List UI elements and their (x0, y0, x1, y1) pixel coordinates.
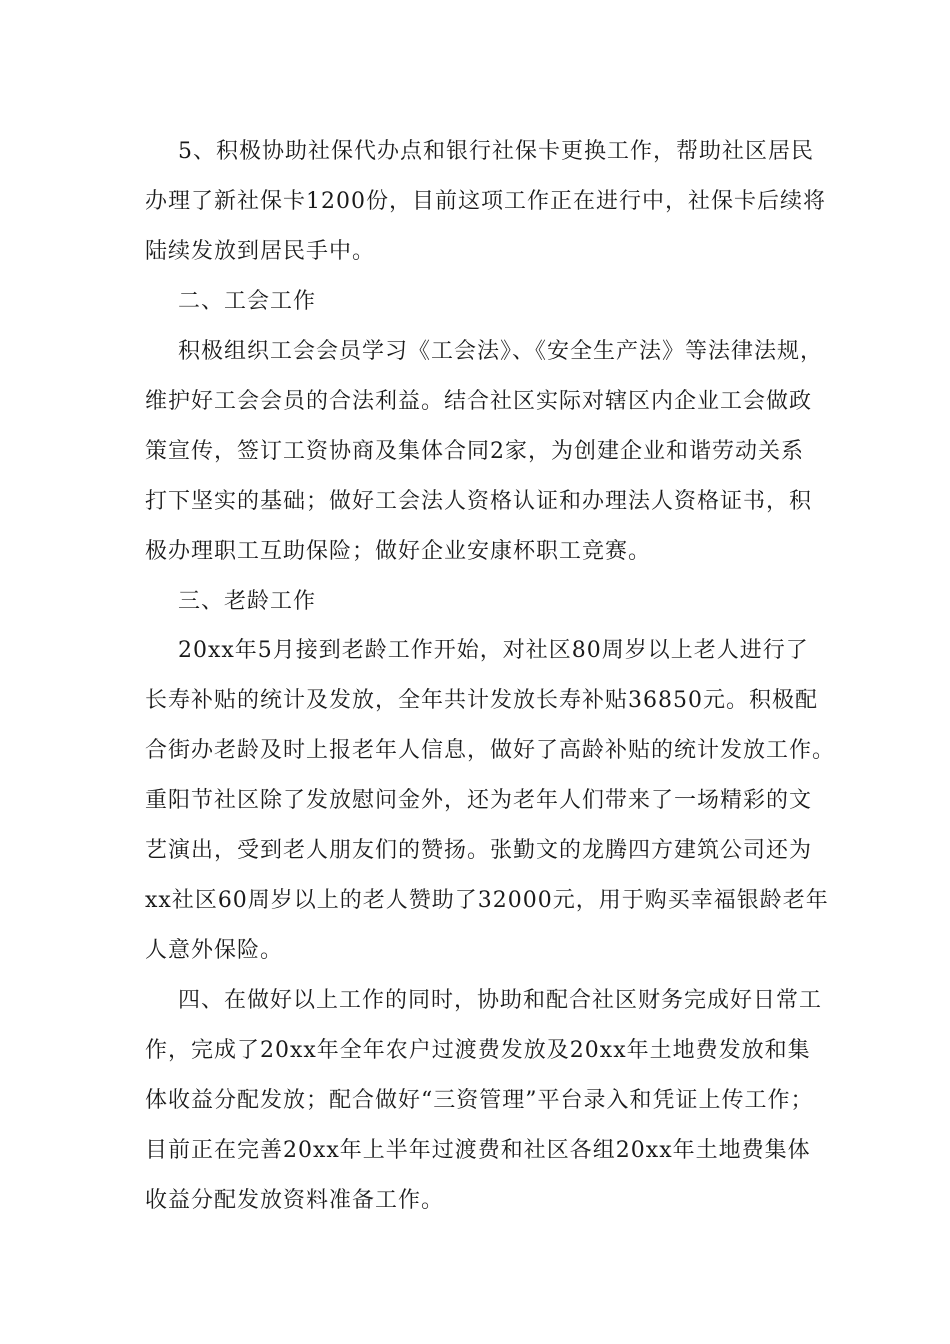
section-heading-elderly: 三、老龄工作 (178, 589, 317, 614)
paragraph-elderly-line-2: 长寿补贴的统计及发放，全年共计发放长寿补贴36850元。积极配 (145, 688, 818, 713)
paragraph-4-line-3: 体收益分配发放；配合做好“三资管理”平台录入和凭证上传工作； (145, 1088, 814, 1113)
paragraph-4-line-1: 四、在做好以上工作的同时，协助和配合社区财务完成好日常工 (178, 988, 823, 1013)
paragraph-elderly-line-7: 人意外保险。 (145, 938, 284, 963)
paragraph-5-line-1: 5、积极协助社保代办点和银行社保卡更换工作，帮助社区居民 (178, 139, 814, 164)
paragraph-union-line-2: 维护好工会会员的合法利益。结合社区实际对辖区内企业工会做政 (145, 389, 813, 414)
paragraph-4-line-4: 目前正在完善20xx年上半年过渡费和社区各组20xx年土地费集体 (145, 1138, 811, 1163)
paragraph-elderly-line-3: 合街办老龄及时上报老年人信息，做好了高龄补贴的统计发放工作。 (145, 738, 836, 763)
paragraph-5-line-3: 陆续发放到居民手中。 (145, 239, 376, 264)
paragraph-union-line-4: 打下坚实的基础；做好工会法人资格认证和办理法人资格证书，积 (145, 489, 813, 514)
paragraph-elderly-line-4: 重阳节社区除了发放慰问金外，还为老年人们带来了一场精彩的文 (145, 788, 813, 813)
paragraph-4-line-2: 作，完成了20xx年全年农户过渡费发放及20xx年土地费发放和集 (145, 1038, 811, 1063)
paragraph-elderly-line-5: 艺演出，受到老人朋友们的赞扬。张勤文的龙腾四方建筑公司还为 (145, 838, 813, 863)
paragraph-union-line-1: 积极组织工会会员学习《工会法》、《安全生产法》等法律法规， (178, 339, 824, 364)
paragraph-5-line-2: 办理了新社保卡1200份，目前这项工作正在进行中，社保卡后续将 (145, 189, 826, 214)
section-heading-union: 二、工会工作 (178, 289, 317, 314)
paragraph-elderly-line-1: 20xx年5月接到老龄工作开始，对社区80周岁以上老人进行了 (178, 638, 809, 663)
paragraph-4-line-5: 收益分配发放资料准备工作。 (145, 1188, 445, 1213)
paragraph-union-line-3: 策宣传，签订工资协商及集体合同2家，为创建企业和谐劳动关系 (145, 439, 804, 464)
paragraph-union-line-5: 极办理职工互助保险；做好企业安康杯职工竞赛。 (145, 539, 652, 564)
paragraph-elderly-line-6: xx社区60周岁以上的老人赞助了32000元，用于购买幸福银龄老年 (145, 888, 829, 913)
